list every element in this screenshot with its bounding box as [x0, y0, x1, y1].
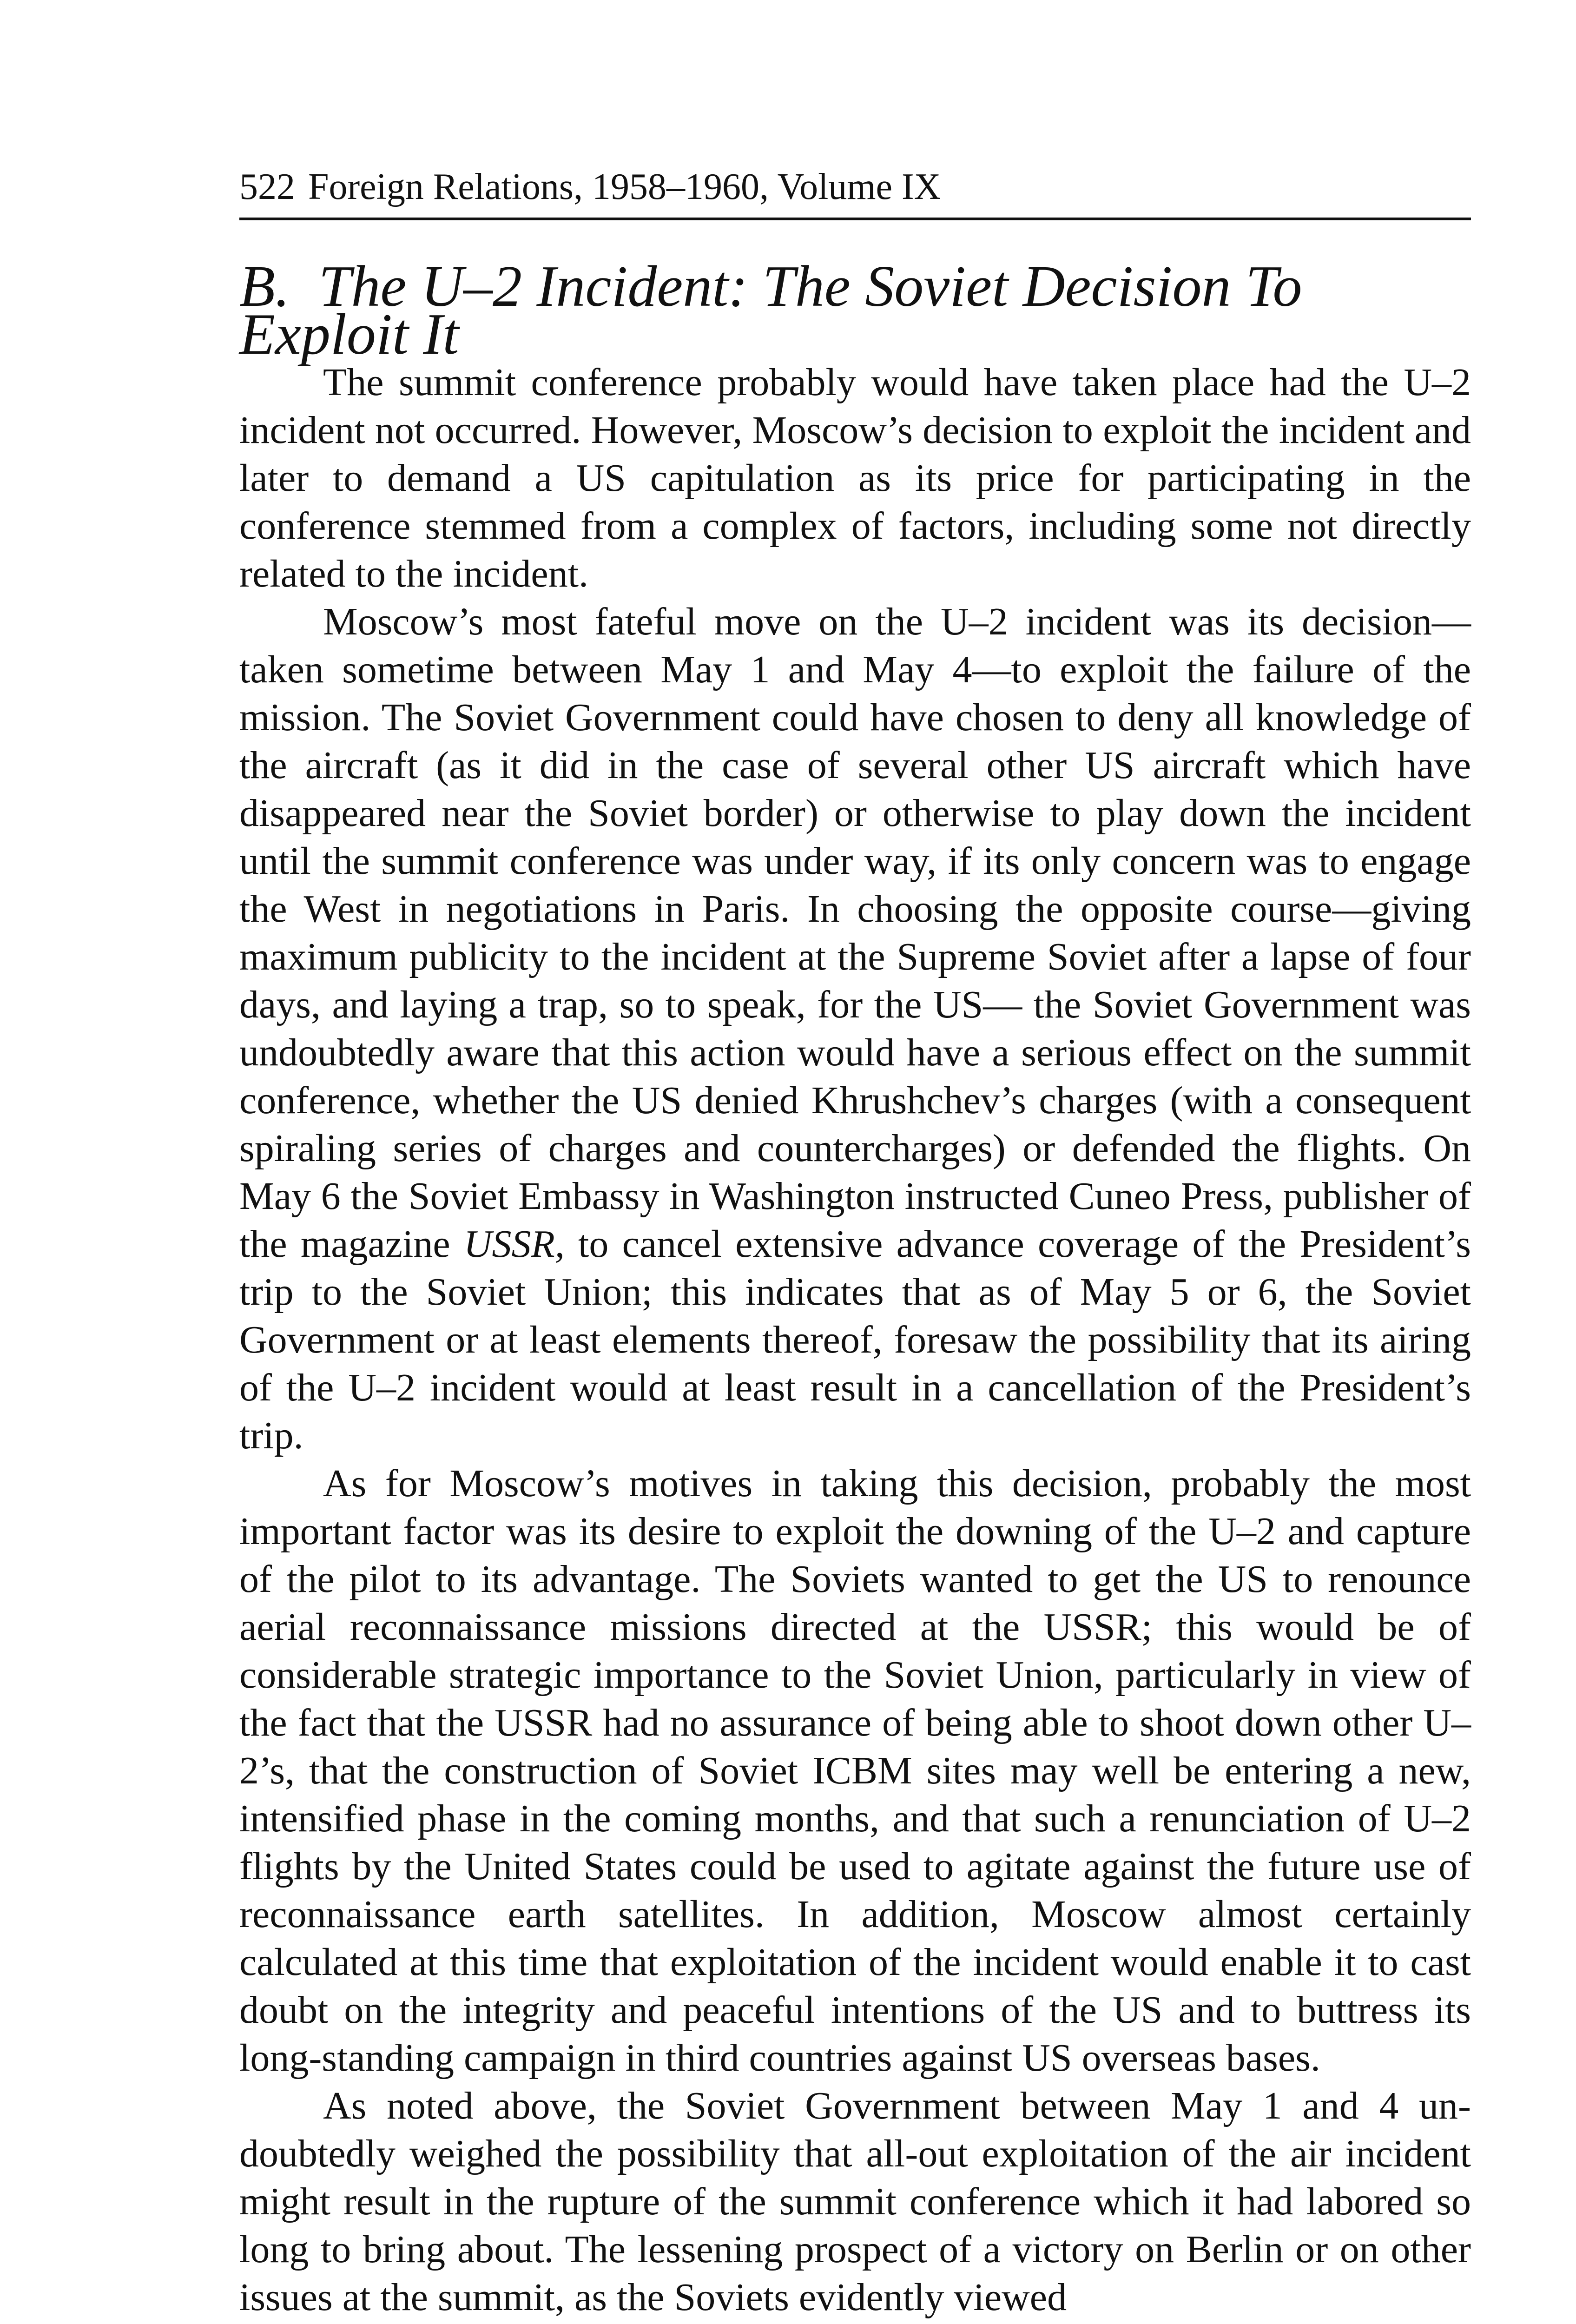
- paragraph-1: The summit conference probably would have taken place had the U–2 incident not occurred. However, Moscow’s decision to exploit the incident and later to demand a US capitulation as its price for participating in the conference stemmed from a complex of factors, including some not directly related to the incident.: [239, 361, 1471, 595]
- section-title: The U–2 Incident: The Soviet Decision To Exploit It: [239, 254, 1302, 367]
- page-number: 522: [239, 166, 295, 207]
- header-rule: [239, 218, 1471, 220]
- paragraph-4: As noted above, the Soviet Government between May 1 and 4 undoubtedly weighed the possibility that all-out exploitation of the air incident might result in the rupture of the summit conference which it had labored so long to bring about. The lessening prospect of a victory on Berlin or on other issues at the summit, as the Soviets evidently viewed: [239, 2084, 1471, 2319]
- magazine-title: USSR,: [463, 1222, 565, 1266]
- section-letter: B.: [239, 254, 290, 319]
- paragraph-3: As for Moscow’s motives in taking this decision, probably the most important factor was its desire to exploit the downing of the U–2 and capture of the pilot to its advantage. The Soviets wanted to get the US to renounce aerial reconnaissance missions directed at the USSR; this would be of considerable strategic importance to the Soviet Union, particularly in view of the fact that the USSR had no assurance of being able to shoot down other U–2’s, that the construction of Soviet ICBM sites may well be entering a new, intensified phase in the coming months, and that such a renunciation of U–2 flights by the United States could be used to agitate against the future use of reconnaissance earth satellites. In addition, Moscow almost certainly calculated at this time that exploitation of the incident would enable it to cast doubt on the integrity and peaceful intentions of the US and to buttress its long-standing campaign in third countries against US overseas bases.: [239, 1462, 1471, 2080]
- paragraph-2-text-before: Moscow’s most fateful move on the U–2 incident was its decision— taken sometime between May 1 and May 4—to exploit the failure of the mission. The Soviet Government could have chosen to deny all knowledge of the aircraft (as it did in the case of several other US aircraft which have disappeared near the Soviet border) or otherwise to play down the incident until the summit conference was under way, if its only concern was to engage the West in negotiations in Paris. In choosing the opposite course—giving maximum publicity to the incident at the Supreme Soviet after a lapse of four days, and laying a trap, so to speak, for the US— the Soviet Government was undoubtedly aware that this action would have a serious effect on the summit conference, whether the US denied Khrushchev’s charges (with a consequent spiraling series of charges and countercharges) or defended the flights. On May 6 the Soviet Embassy in Washington instructed Cuneo Press, publisher of the magazine: [239, 600, 1471, 1266]
- body-text: [239, 254, 1471, 2321]
- paragraph-2: [239, 598, 1471, 1459]
- running-head: [239, 164, 1471, 210]
- paragraph-2-text-after: to cancel extensive advance coverage of the President’s trip to the Soviet Union; this indicates that as of May 5 or 6, the Soviet Government or at least elements thereof, foresaw the possibility that its airing of the U–2 incident would at least result in a cancellation of the President’s trip.: [239, 1222, 1471, 1457]
- section-heading: [239, 254, 1471, 367]
- running-title: Foreign Relations, 1958–1960, Volume IX: [308, 166, 941, 207]
